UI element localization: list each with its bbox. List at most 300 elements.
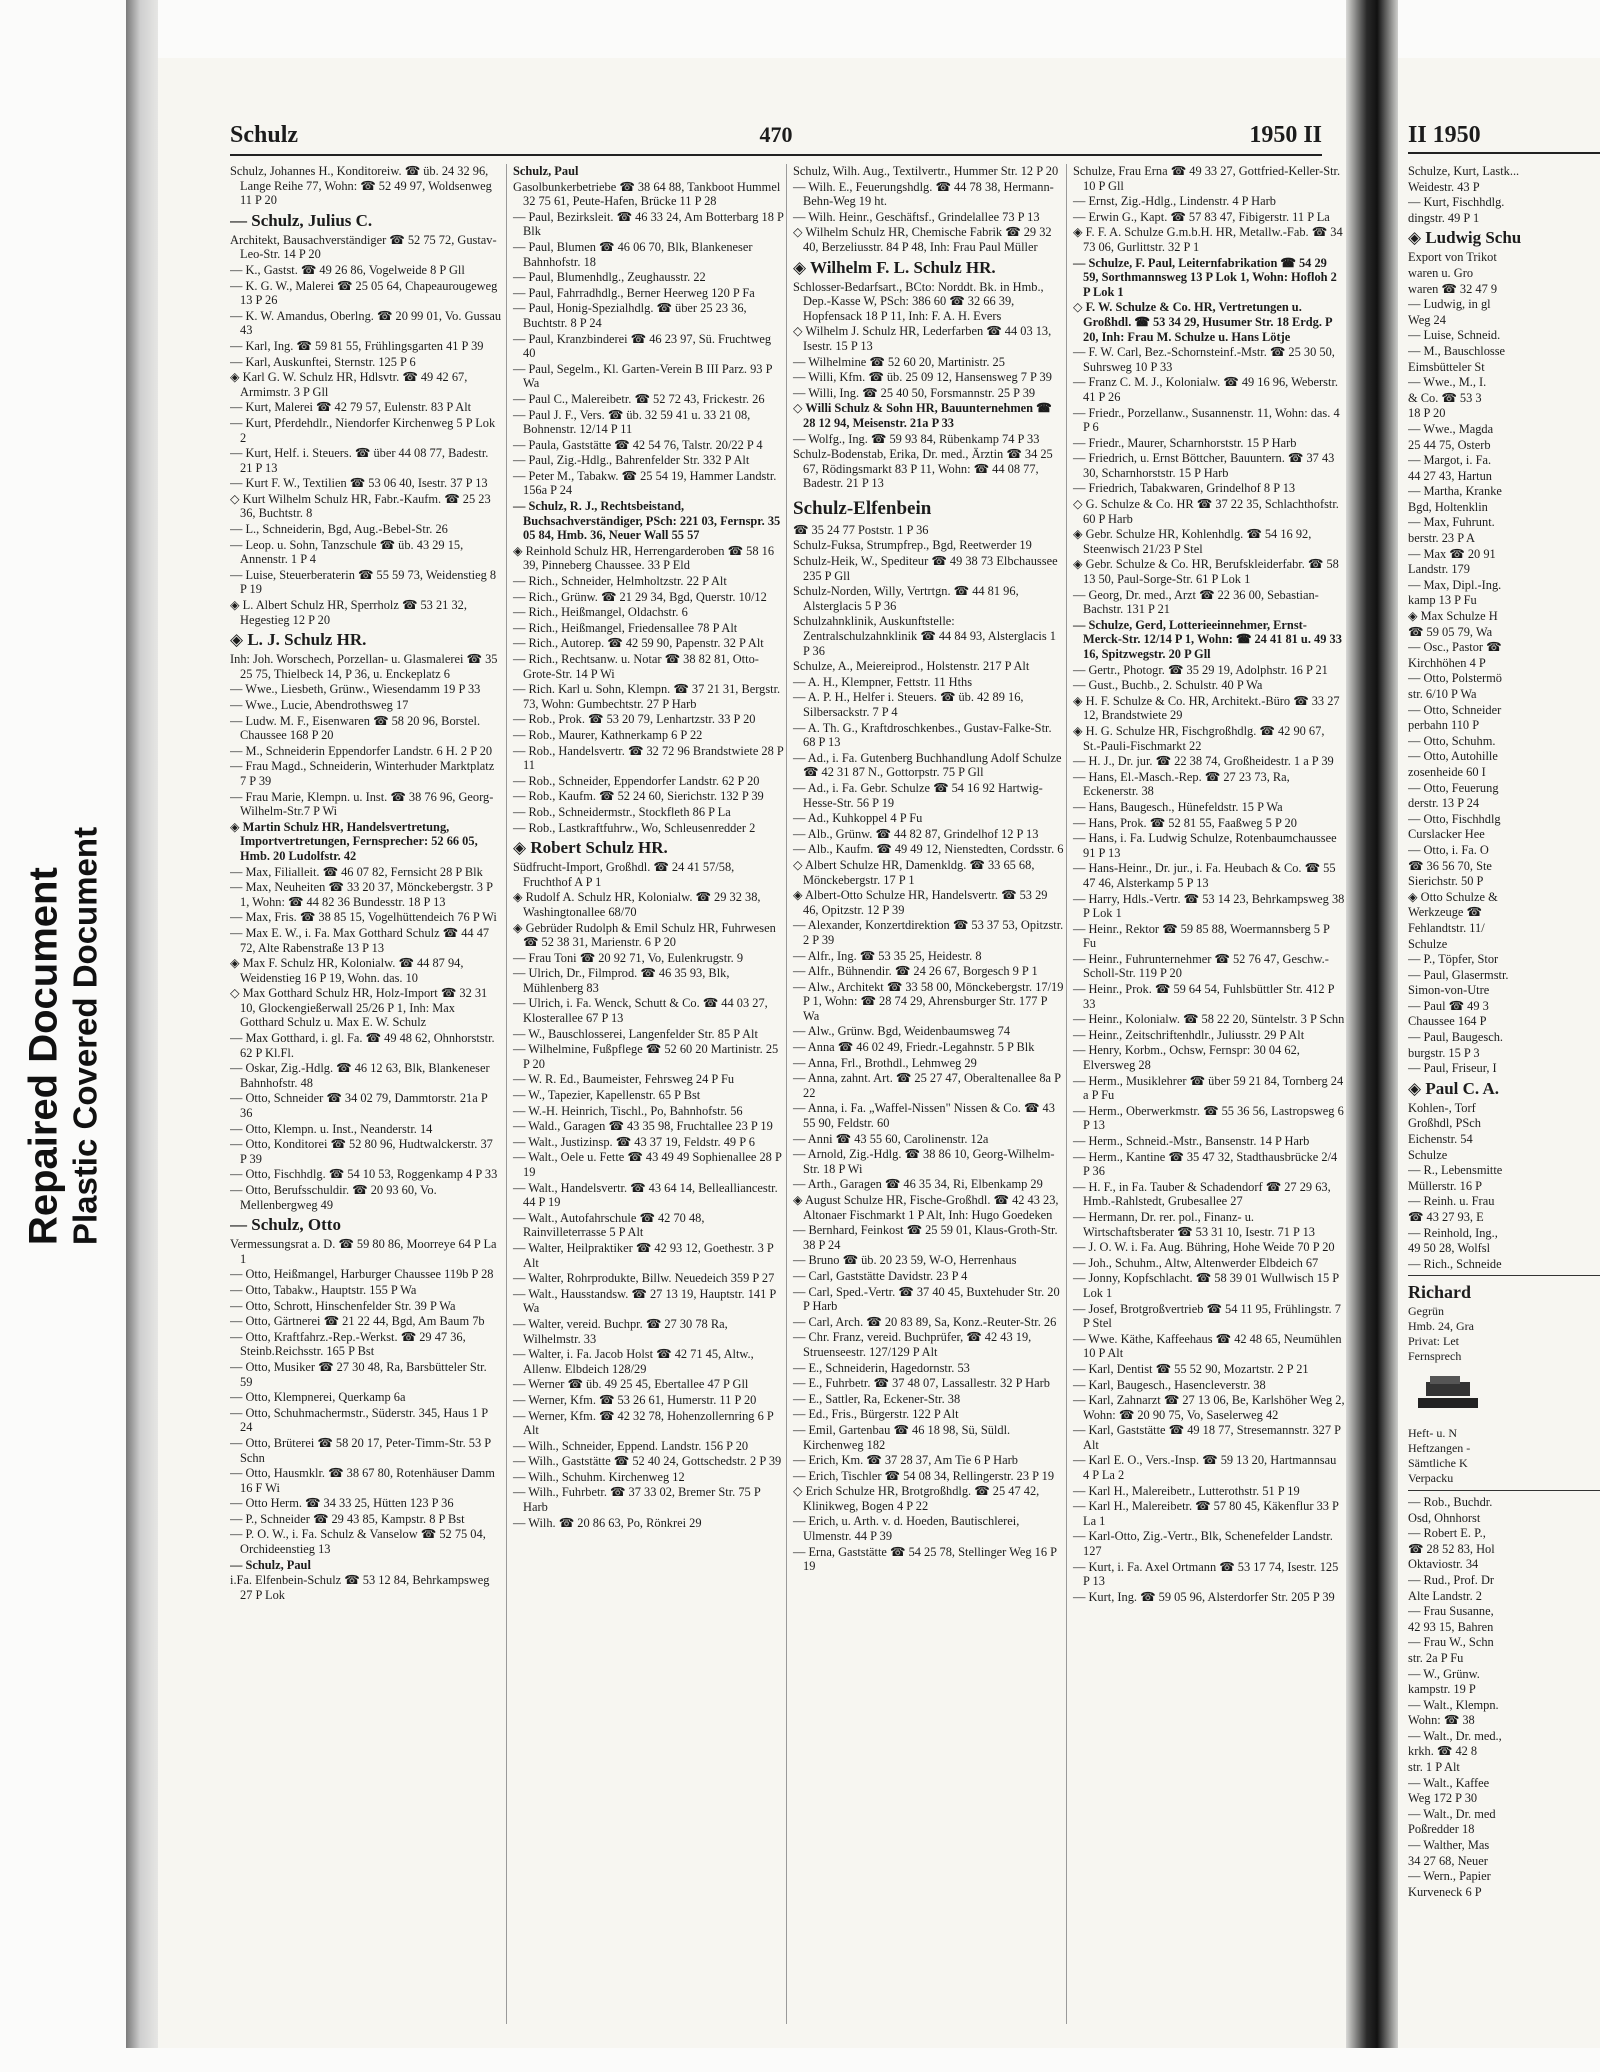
directory-entry: — Rob., Prok. ☎ 53 20 79, Lenhartzstr. 33 P 20 [513,712,756,727]
directory-entry: — Peter M., Tabakw. ☎ 25 54 19, Hammer Landstr. 156a P 24 [513,468,777,498]
directory-entry: dingstr. 49 P 1 [1408,210,1480,225]
directory-entry: — Hans, Baugesch., Hünefeldstr. 15 P Wa [1073,799,1283,814]
directory-entry: — Paul, Segelm., Kl. Garten-Verein B III Parz. 93 P Wa [513,361,772,391]
directory-entry: — Karl, Ing. ☎ 59 81 55, Frühlingsgarten 41 P 39 [230,338,484,353]
directory-entry: — A. Th. G., Kraftdroschkenbes., Gustav-Falke-Str. 68 P 13 [793,720,1052,750]
directory-entry: — Paul, Honig-Spezialhdlg. ☎ über 25 23 36, Buchtstr. 8 P 24 [513,301,747,330]
directory-entry: — Rob., Schneidermstr., Stockfleth 86 P La [513,804,731,819]
directory-entry: — Kurt, Fischhdlg. [1408,195,1505,210]
page-number: 470 [759,122,793,147]
directory-entry: Schulz-Norden, Willy, Vertrtgn. ☎ 44 81 96, Alsterglacis 5 P 36 [793,584,1019,613]
directory-page [158,58,1346,2048]
directory-entry: — Hans, i. Fa. Ludwig Schulze, Rotenbaumchaussee 91 P 13 [1073,831,1337,860]
directory-entry: ◈ Gebr. Schulze & Co. HR, Berufskleiderfabr. ☎ 58 13 50, Paul-Sorge-Str. 61 P Lok 1 [1073,557,1339,587]
directory-entry: — Alexander, Konzertdirektion ☎ 53 37 53, Opitzstr. 2 P 39 [793,918,1064,947]
directory-entry: — Walther, Mas [1408,1838,1490,1853]
directory-entry: — Otto, Schuhmachermstr., Süderstr. 345, Haus 1 P 24 [230,1405,488,1435]
directory-entry: — Ad., i. Fa. Gutenberg Buchhandlung Adolf Schulze ☎ 42 31 87 N., Gottorpstr. 75 P Gll [793,750,1062,780]
directory-entry: — Friedrich, u. Ernst Böttcher, Bauuntern. ☎ 37 43 30, Scharnhorststr. 15 P Harb [1073,451,1335,480]
directory-entry: — Herm., Oberwerkmstr. ☎ 55 36 56, Lastropsweg 6 P 13 [1073,1103,1344,1133]
directory-entry: — Joh., Schuhm., Altw, Altenwerder Elbdeich 67 [1073,1255,1319,1270]
directory-entry: — Walter, vereid. Buchpr. ☎ 27 30 78 Ra, Wilhelmstr. 33 [513,1316,728,1346]
directory-entry: — Willi, Kfm. ☎ üb. 25 09 12, Hansensweg 7 P 39 [793,370,1052,385]
directory-entry: — Otto, Kraftfahrz.-Rep.-Werkst. ☎ 29 47 36, Steinb.Reichsstr. 165 P Bst [230,1329,466,1359]
directory-entry: — Otto, Schneider ☎ 34 02 79, Dammtorstr. 21a P 36 [230,1091,488,1121]
directory-entry: — Walt., Oele u. Fette ☎ 43 49 49 Sophienallee 28 P 19 [513,1150,782,1179]
directory-entry: — Werner ☎ üb. 49 25 45, Ebertallee 47 P Gll [513,1377,749,1392]
directory-entry: — Heinr., Zeitschriftenhdlr., Juliusstr. 29 P Alt [1073,1027,1305,1042]
directory-entry: — Reinhold, Ing., [1408,1225,1498,1240]
directory-entry: — Otto, Tabakw., Hauptstr. 155 P Wa [230,1282,417,1297]
directory-entry: Schlosser-Bedarfsart., BCto: Norddt. Bk. in Hmb., Dep.-Kasse W, PSch: 386 60 ☎ 32 66 39, Hopfensack 18 P 11, Inh: F. A. H. Evers [793,279,1044,323]
directory-entry: — Chr. Franz, vereid. Buchprüfer, ☎ 42 43 19, Struenseestr. 127/129 P Alt [793,1330,1032,1359]
directory-entry: Schulz, Wilh. Aug., Textilvertr., Hummer Str. 12 P 20 [793,164,1059,178]
advertisement-line: Gegrün [1408,1304,1444,1319]
directory-entry: ◈ August Schulze HR, Fische-Großhdl. ☎ 42 43 23, Altonaer Fischmarkt 1 P Alt, Inh: Hugo Goedeken [793,1193,1059,1222]
directory-entry: — Rob., Buchdr. [1408,1494,1493,1509]
directory-entry: — Bernhard, Feinkost ☎ 25 59 01, Klaus-Groth-Str. 38 P 24 [793,1223,1058,1252]
directory-entry: — Ad., Kuhkoppel 4 P Fu [793,811,923,826]
directory-entry: str. 6/10 P Wa [1408,687,1477,701]
directory-entry: — Josef, Brotgroßvertrieb ☎ 54 11 95, Frühlingstr. 7 P Stel [1073,1301,1341,1331]
directory-entry: — Rich., Heißmangel, Friedensallee 78 P Alt [513,620,738,635]
directory-entry: — Wilh. ☎ 20 86 63, Po, Rönkrei 29 [513,1515,702,1530]
directory-entry: — Rich., Schneider, Helmholtzstr. 22 P Alt [513,574,727,589]
directory-entry: — Alfr., Ing. ☎ 53 35 25, Heidestr. 8 [793,948,982,963]
directory-entry: Poßredder 18 [1408,1822,1475,1837]
directory-entry: — Hermann, Dr. rer. pol., Finanz- u. Wirtschaftsberater ☎ 53 31 10, Isestr. 71 P 13 [1073,1209,1315,1239]
directory-entry: ◈ Ludwig Schu [1408,228,1522,248]
directory-entry: — Walt., Hausstandsw. ☎ 27 13 19, Hauptstr. 141 P Wa [513,1286,776,1316]
directory-entry: Inh: Joh. Worschech, Porzellan- u. Glasmalerei ☎ 35 25 75, Thielbeck 14, P 36, u. Enckeplatz 6 [230,652,498,681]
directory-entry: — Heinr., Prok. ☎ 59 64 54, Fuhlsbüttler Str. 412 P 33 [1073,982,1335,1011]
directory-entry: — Rich. Karl u. Sohn, Klempn. ☎ 37 21 31, Bergstr. 73, Wohn: Gumbechtstr. 27 P Harb [513,682,781,711]
directory-entry: Gasolbunkerbetriebe ☎ 38 64 88, Tankboot Hummel 32 75 61, Peute-Hafen, Brücke 11 P 28 [513,179,781,209]
directory-entry: — Schulze, Gerd, Lotterieeinnehmer, Ernst-Merck-Str. 12/14 P 1, Wohn: ☎ 24 41 81 u. 49 33 16, Spitzwegstr. 20 P Gll [1073,617,1342,661]
directory-entry: — Paul ☎ 49 3 [1408,998,1489,1013]
directory-entry: Weg 172 P 30 [1408,1791,1478,1806]
directory-entry: — Max, Dipl.-Ing. [1408,577,1502,592]
directory-entry: ◈ Rudolf A. Schulz HR, Kolonialw. ☎ 29 32 38, Washingtonallee 68/70 [513,890,761,919]
directory-entry: str. 1 P Alt [1408,1760,1460,1775]
directory-entry: — R., Lebensmitte [1408,1163,1503,1178]
directory-entry: — Anna, i. Fa. „Waffel-Nissen" Nissen & Co. ☎ 43 55 90, Feldstr. 60 [793,1101,1055,1131]
directory-entry: — Otto, Klempnerei, Querkamp 6a [230,1390,406,1405]
directory-entry: — Herm., Kantine ☎ 35 47 32, Stadthausbrücke 2/4 P 36 [1073,1149,1338,1179]
directory-entry: Schulz-Bodenstab, Erika, Dr. med., Ärztin ☎ 34 25 67, Rödingsmarkt 83 P 11, Wohn: ☎ 44 08 77, Badestr. 21 P 13 [793,447,1053,491]
advertisement-line: Privat: Let [1408,1334,1459,1349]
directory-entry: — Heinr., Rektor ☎ 59 85 88, Woermannsberg 5 P Fu [1073,921,1330,951]
directory-entry: berstr. 23 P A [1408,531,1476,546]
directory-entry: — P., Schneider ☎ 29 43 85, Kampstr. 8 P Bst [230,1511,465,1526]
directory-entry: — Anna, Frl., Brothdl., Lehmweg 29 [793,1055,977,1070]
directory-entry: — Carl, Arch. ☎ 20 83 89, Sa, Konz.-Reuter-Str. 26 [793,1314,1057,1329]
directory-entry: — Rob., Maurer, Kathnerkamp 6 P 22 [513,727,703,742]
directory-entry: ◈ Paul C. A. [1408,1078,1500,1098]
directory-entry: — W.-H. Heinrich, Tischl., Po, Bahnhofstr. 56 [513,1103,743,1118]
directory-entry: — Walter, Heilpraktiker ☎ 42 93 12, Goethestr. 3 P Alt [513,1240,774,1270]
directory-entry: — Otto, Klempn. u. Inst., Neanderstr. 14 [230,1121,433,1136]
directory-entry: — Paul C., Malereibetr. ☎ 52 72 43, Frickestr. 26 [513,391,765,406]
directory-entry: — Frau Marie, Klempn. u. Inst. ☎ 38 76 96, Georg-Wilhelm-Str.7 P Wi [230,789,494,819]
directory-entry: ◈ Reinhold Schulz HR, Herrengarderoben ☎ 58 16 39, Pinneberg Chaussee. 33 P Eld [513,543,775,573]
directory-entry: Schulz, Paul [513,164,579,178]
directory-entry: — Wilh., Fuhrbetr. ☎ 37 33 02, Bremer Str. 75 P Harb [513,1485,761,1515]
directory-entry: — Rob., Schneider, Eppendorfer Landstr. 62 P 20 [513,773,760,788]
directory-entry: ◇ Kurt Wilhelm Schulz HR, Fabr.-Kaufm. ☎ 25 23 36, Buchtstr. 8 [230,491,491,521]
directory-entry: — Friedr., Porzellanw., Susannenstr. 11, Wohn: das. 4 P 6 [1073,405,1340,435]
directory-entry: waren ☎ 32 47 9 [1408,281,1498,296]
directory-entry: zosenheide 60 I [1408,764,1486,779]
directory-entry: — Rich., Grünw. ☎ 21 29 34, Bgd, Querstr. 10/12 [513,589,767,604]
directory-entry: — Ad., i. Fa. Gebr. Schulze ☎ 54 16 92 Hartwig-Hesse-Str. 56 P 19 [793,780,1043,810]
directory-entry: — Paul, Fahrradhdlg., Berner Heerweg 120 P Fa [513,285,755,300]
book-gutter [1346,0,1398,2072]
adjacent-entries-top [1408,164,1600,1271]
repair-label-line1: Repaired Document [21,867,66,1246]
directory-entry: Vermessungsrat a. D. ☎ 59 80 86, Moorreye 64 P La 1 [230,1237,497,1266]
directory-entry: — Schulz, Paul [230,1557,311,1572]
directory-entry: Schulze, A., Meiereiprod., Holstenstr. 217 P Alt [793,659,1030,674]
directory-entry: — K. W. Amandus, Oberlng. ☎ 20 99 01, Vo. Gussau 43 [230,308,502,338]
directory-entry: Osd, Ohnhorst [1408,1510,1481,1525]
directory-entry: — Erna, Gaststätte ☎ 54 25 78, Stellinger Weg 16 P 19 [793,1544,1057,1574]
adjacent-page-header: II 1950 [1408,118,1600,154]
directory-entry: perbahn 110 P [1408,718,1480,733]
directory-entry: 42 93 15, Bahren [1408,1619,1494,1634]
advertisement-caption-line: Verpacku [1408,1470,1454,1485]
directory-entry: — Kurt, Pferdehdlr., Niendorfer Kirchenweg 5 P Lok 2 [230,415,496,445]
directory-entry: — Rob., Handelsvertr. ☎ 32 72 96 Brandstwiete 28 P 11 [513,743,784,773]
directory-entry: — Otto, Polstermö [1408,671,1502,686]
directory-entry: — Jonny, Kopfschlacht. ☎ 58 39 01 Wullwisch 15 P Lok 1 [1073,1271,1339,1300]
directory-entry: — Otto, Gärtnerei ☎ 21 22 44, Bgd, Am Baum 7b [230,1314,485,1329]
directory-entry: — Friedr., Maurer, Scharnhorststr. 15 P Harb [1073,435,1297,450]
directory-entry: — Erich, Tischler ☎ 54 08 34, Rellingerstr. 23 P 19 [793,1468,1055,1483]
directory-entry: Eichenstr. 54 [1408,1132,1473,1147]
directory-entry: — Rich., Heißmangel, Oldachstr. 6 [513,605,688,620]
directory-entry: Curslacker Hee [1408,827,1485,842]
directory-entry: ◈ Albert-Otto Schulze HR, Handelsvertr. ☎ 53 29 46, Opitzstr. 12 P 39 [793,888,1048,917]
directory-entry: — Otto, Schrott, Hinschenfelder Str. 39 P Wa [230,1298,456,1313]
directory-entry: — Anni ☎ 43 55 60, Carolinenstr. 12a [793,1131,989,1146]
advertisement-title: Richard [1408,1282,1471,1303]
directory-entry: Schulz-Elfenbein [793,497,932,519]
directory-entry: — Werner, Kfm. ☎ 53 26 61, Humerstr. 11 P 20 [513,1392,757,1407]
directory-entry: — Paul, Zig.-Hdlg., Bahrenfelder Str. 332 P Alt [513,453,750,468]
directory-entry: — Paul, Kranzbinderei ☎ 46 23 97, Sü. Fruchtweg 40 [513,331,772,361]
directory-entry: — Rich., Schneide [1408,1256,1502,1271]
directory-entry: — Otto, i. Fa. O [1408,842,1489,857]
directory-entry: — Luise, Steuerberaterin ☎ 55 59 73, Weidenstieg 8 P 19 [230,567,497,597]
directory-entry: str. 2a P Fu [1408,1650,1464,1665]
directory-entry: Alte Landstr. 2 [1408,1588,1482,1603]
directory-entry: ◇ Albert Schulze HR, Damenkldg. ☎ 33 65 68, Mönckebergstr. 17 P 1 [793,857,1035,887]
directory-entry: — H. J., Dr. jur. ☎ 22 38 74, Großheidestr. 1 a P 39 [1073,754,1334,769]
directory-entry: — Ludwig, in gl [1408,297,1491,312]
directory-entry: — Frau Toni ☎ 20 92 71, Vo, Eulenkrugstr. 9 [513,950,744,965]
directory-entry: — Hans-Heinr., Dr. jur., i. Fa. Heubach & Co. ☎ 55 47 46, Alsterkamp 5 P 13 [1073,861,1336,890]
directory-entry: — Walt., Dr. med., [1408,1728,1502,1743]
directory-entry: — Karl H., Malereibetr. ☎ 57 80 45, Käkenflur 33 P La 1 [1073,1499,1339,1528]
directory-entry: — Otto, Autohille [1408,749,1498,764]
directory-entry: — Ludw. M. F., Eisenwaren ☎ 58 20 96, Borstel. Chaussee 168 P 20 [230,713,481,743]
directory-entry: — Max, Fuhrunt. [1408,515,1495,530]
directory-entry: — Henry, Korbm., Ochsw, Fernspr: 30 04 62, Elversweg 28 [1073,1043,1300,1073]
directory-entry: Export von Trikot [1408,250,1497,265]
directory-entry: — Gertr., Photogr. ☎ 35 29 19, Adolphstr. 16 P 21 [1073,662,1328,677]
directory-entry: — Alw., Grünw. Bgd, Weidenbaumsweg 74 [793,1024,1011,1039]
directory-entry: Wohn: ☎ 38 [1408,1713,1475,1728]
directory-entry: — Max ☎ 20 91 [1408,546,1496,561]
directory-entry: — Otto Herm. ☎ 34 33 25, Hütten 123 P 36 [230,1496,454,1511]
directory-entry: — Otto, Heißmangel, Harburger Chaussee 119b P 28 [230,1267,494,1282]
directory-entry: — Ulrich, i. Fa. Wenck, Schutt & Co. ☎ 44 03 27, Klosterallee 67 P 13 [513,996,768,1026]
directory-entry: kampstr. 19 P [1408,1682,1476,1697]
directory-entry: — Reinh. u. Frau [1408,1194,1495,1209]
directory-entry: ◈ Otto Schulze & [1408,889,1498,904]
directory-entry: Schulze [1408,1147,1448,1162]
directory-entry: krkh. ☎ 42 8 [1408,1744,1478,1759]
column-4 [1066,164,1345,2024]
directory-entry: waren u. Gro [1408,265,1474,280]
directory-entry: — Kurt, Malerei ☎ 42 79 57, Eulenstr. 83 P Alt [230,400,472,415]
directory-entry: — Wald., Garagen ☎ 43 35 98, Fruchtallee 23 P 19 [513,1119,773,1134]
directory-entry: Weidestr. 43 P [1408,179,1480,194]
directory-entry: — Karl, Zahnarzt ☎ 27 13 06, Be, Karlshöher Weg 2, Wohn: ☎ 20 90 75, Vo, Saselerweg 42 [1073,1393,1345,1422]
directory-entry: i.Fa. Elfenbein-Schulz ☎ 53 12 84, Behrkampsweg 27 P Lok [230,1573,490,1602]
directory-entry: ◈ H. F. Schulze & Co. HR, Architekt.-Büro ☎ 33 27 12, Brandstwiete 29 [1073,693,1340,723]
directory-entry: — W., Grünw. [1408,1666,1480,1681]
directory-entry: — Friedrich, Tabakwaren, Grindelhof 8 P 13 [1073,481,1296,496]
directory-entry: Schulze, Frau Erna ☎ 49 33 27, Gottfried-Keller-Str. 10 P Gll [1073,164,1341,193]
directory-entry: — Wilh., Gaststätte ☎ 52 40 24, Gottschedstr. 2 P 39 [513,1454,782,1469]
directory-entry: — Wilh., Schuhm. Kirchenweg 12 [513,1469,685,1484]
directory-entry: Kohlen-, Torf [1408,1100,1476,1115]
directory-entry: — Schulz, Otto [230,1215,341,1235]
directory-entry: ◇ Wilhelm Schulz HR, Chemische Fabrik ☎ 29 32 40, Berzeliusstr. 84 P 48, Inh: Frau Paul Müller [793,225,1052,254]
directory-entry: — Karl H., Malereibetr., Lutterothstr. 51 P 19 [1073,1483,1300,1498]
directory-entry: — Rich., Autorep. ☎ 42 59 90, Papenstr. 32 P Alt [513,636,764,651]
directory-entry: — Otto, Feuerung [1408,780,1499,795]
directory-entry: derstr. 13 P 24 [1408,796,1480,811]
directory-entry: ◈ Robert Schulz HR. [513,838,668,858]
directory-entry: — Max, Neuheiten ☎ 33 20 37, Mönckebergstr. 3 P 1, Wohn: ☎ 44 82 36 Bundesstr. 18 P 13 [230,880,493,909]
directory-entry: — Werner, Kfm. ☎ 42 32 78, Hohenzollernring 6 P Alt [513,1408,774,1438]
directory-entry: — Otto, Fischhdlg. ☎ 54 10 53, Roggenkamp 4 P 33 [230,1167,498,1182]
directory-entry: — Rob., Lastkraftfuhrw., Wo, Schleusenredder 2 [513,820,756,835]
book-binding-edge [126,0,158,2072]
directory-entry: ◈ Karl G. W. Schulz HR, Hdlsvtr. ☎ 49 42 67, Armimstr. 3 P Gll [230,370,468,399]
directory-entry: Schulze [1408,936,1448,951]
directory-entry: — Max E. W., i. Fa. Max Gotthard Schulz ☎ 44 47 72, Alte Rabenstraße 13 P 13 [230,925,490,955]
directory-entry: — Rich., Rechtsanw. u. Notar ☎ 38 82 81, Otto-Grote-Str. 14 P Wi [513,652,759,681]
directory-entry: — Wolfg., Ing. ☎ 59 93 84, Rübenkamp 74 P 33 [793,431,1040,446]
directory-entry: — Paul J. F., Vers. ☎ üb. 32 59 41 u. 33 21 08, Bohnenstr. 12/14 P 11 [513,407,751,437]
directory-entry: — F. W. Carl, Bez.-Schornsteinf.-Mstr. ☎ 25 30 50, Suhrsweg 10 P 33 [1073,345,1335,374]
directory-entry: — Karl, Baugesch., Hasencleverstr. 38 [1073,1377,1266,1392]
directory-entry: ☎ 59 05 79, Wa [1408,624,1493,639]
directory-entry: ☎ 28 52 83, Hol [1408,1541,1495,1556]
directory-entry: — E., Schneiderin, Hagedornstr. 53 [793,1360,970,1375]
directory-entry: — Wwe. Käthe, Kaffeehaus ☎ 42 48 65, Neumühlen 10 P Alt [1073,1331,1342,1361]
directory-entry: — Wern., Papier [1408,1869,1491,1884]
directory-entry: — Paul, Friseur, I [1408,1061,1497,1076]
directory-entry: — Walter, Rohrprodukte, Billw. Neuedeich 359 P 27 [513,1271,775,1286]
directory-entry: Bgd, Holtenklin [1408,499,1488,514]
directory-entry: — Alb., Grünw. ☎ 44 82 87, Grindelhof 12 P 13 [793,826,1039,841]
directory-entry: — Erich, Km. ☎ 37 28 37, Am Tie 6 P Harb [793,1453,1018,1468]
directory-entry: ◈ L. Albert Schulz HR, Sperrholz ☎ 53 21 32, Hegestieg 12 P 20 [230,598,467,627]
directory-entry: — Frau W., Schn [1408,1635,1494,1650]
directory-entry: — Hans, Prok. ☎ 52 81 55, Faaßweg 5 P 20 [1073,815,1297,830]
directory-entry: — A. H., Klempner, Fettstr. 11 Hths [793,674,973,689]
directory-entry: — Alw., Architekt ☎ 33 58 00, Mönckebergstr. 17/19 P 1, Wohn: ☎ 28 74 29, Ahrensburger Str. 177 P Wa [793,979,1064,1023]
directory-entry: — Harry, Hdls.-Vertr. ☎ 53 14 23, Behrkampsweg 38 P Lok 1 [1073,891,1345,921]
directory-entry: — Schulz, Julius C. [230,210,373,230]
directory-entry: Großhdl, PSch [1408,1116,1481,1131]
directory-entry: — Hans, El.-Masch.-Rep. ☎ 27 23 73, Ra, Eckenerstr. 38 [1073,769,1290,799]
directory-entry: — Franz C. M. J., Kolonialw. ☎ 49 16 96, Weberstr. 41 P 26 [1073,375,1338,404]
directory-entry: — Karl, Gaststätte ☎ 49 18 77, Stresemannstr. 327 P Alt [1073,1423,1341,1452]
directory-entry: — Rob., Kaufm. ☎ 52 24 60, Sierichstr. 132 P 39 [513,789,764,804]
directory-entry: — Wwe., Lucie, Abendrothsweg 17 [230,698,409,712]
directory-entry: ☎ 35 24 77 Poststr. 1 P 36 [793,522,929,537]
directory-entry: — Otto, Fischhdlg [1408,811,1501,826]
directory-entry: — Max, Fris. ☎ 38 85 15, Vogelhüttendeich 76 P Wi [230,910,497,925]
directory-entry: — Schulze, F. Paul, Leiternfabrikation ☎ 54 29 59, Sorthmannsweg 13 P Lok 1, Wohn: Hofloh 2 P Lok 1 [1073,255,1337,299]
directory-entry: 25 44 75, Osterb [1408,437,1491,452]
directory-entry: Landstr. 179 [1408,562,1470,577]
directory-entry: 34 27 68, Neuer [1408,1853,1488,1868]
directory-entry: — Margot, i. Fa. [1408,453,1492,468]
directory-entry: — Paula, Gaststätte ☎ 42 54 76, Talstr. 20/22 P 4 [513,437,763,452]
directory-entry: — Otto, Hausmklr. ☎ 38 67 80, Rotenhäuser Damm 16 F Wi [230,1466,495,1495]
directory-entry: ◈ Wilhelm F. L. Schulz HR. [793,257,996,277]
directory-entry: — Paul, Glasermstr. [1408,967,1509,982]
directory-entry: — Carl, Sped.-Vertr. ☎ 37 40 45, Buxtehuder Str. 20 P Harb [793,1284,1060,1314]
directory-entry: — P., Töpfer, Stor [1408,952,1499,967]
stapler-illustration [1408,1368,1488,1418]
directory-entry: — Kurt F. W., Textilien ☎ 53 06 40, Isestr. 37 P 13 [230,476,488,491]
directory-entry: — Wilh., Schneider, Eppend. Landstr. 156 P 20 [513,1438,749,1453]
directory-entry: — Frau Magd., Schneiderin, Winterhuder Marktplatz 7 P 39 [230,759,495,788]
directory-entry: ☎ 43 27 93, E [1408,1210,1484,1224]
directory-entry: Schulz, Johannes H., Konditoreiw. ☎ üb. 24 32 96, Lange Reihe 77, Wohn: ☎ 52 49 97, Woldsenweg 11 P 20 [230,164,492,208]
directory-entry: — Wilhelmine ☎ 52 60 20, Martinistr. 25 [793,354,1005,369]
directory-entry: — Otto, Konditorei ☎ 52 80 96, Hudtwalckerstr. 37 P 39 [230,1137,493,1166]
directory-entry: Kurveneck 6 P [1408,1884,1482,1899]
directory-entry: Werkzeuge ☎ [1408,905,1482,920]
directory-entry: 49 50 28, Wolfsl [1408,1241,1491,1256]
directory-entry: Schulzahnklinik, Auskunftstelle: Zentralschulzahnklinik ☎ 44 84 93, Alsterglacis 1 P 36 [793,614,1056,658]
directory-entry: — A. P. H., Helfer i. Steuers. ☎ üb. 42 89 16, Silbersackstr. 7 P 4 [793,690,1024,719]
directory-entry: — Otto, Schuhm. [1408,733,1496,748]
advertisement-caption [1408,1426,1600,1486]
directory-entry: — Wwe., Liesbeth, Grünw., Wiesendamm 19 P 33 [230,682,481,697]
directory-entry: — Alb., Kaufm. ☎ 49 49 12, Nienstedten, Cordsstr. 6 [793,842,1064,857]
directory-entry: — Anna, zahnt. Art. ☎ 25 27 47, Oberaltenallee 8a P 22 [793,1071,1061,1100]
directory-entry: — Georg, Dr. med., Arzt ☎ 22 36 00, Sebastian-Bachstr. 131 P 21 [1073,587,1319,617]
directory-entry: — Paul, Bezirksleit. ☎ 46 33 24, Am Botterbarg 18 P Blk [513,209,784,239]
directory-entry: — Karl E. O., Vers.-Insp. ☎ 59 13 20, Hartmannsau 4 P La 2 [1073,1453,1337,1483]
directory-entry: — Leop. u. Sohn, Tanzschule ☎ üb. 43 29 15, Annenstr. 1 P 4 [230,537,464,567]
directory-entry: — P. O. W., i. Fa. Schulz & Vanselow ☎ 52 75 04, Orchideenstieg 13 [230,1527,486,1557]
directory-entry: — Arth., Garagen ☎ 46 35 34, Ri, Elbenkamp 29 [793,1177,1043,1192]
directory-entry: — Paul, Blumenhdlg., Zeughausstr. 22 [513,270,706,285]
directory-entry: — Otto, Berufsschuldir. ☎ 20 93 60, Vo. Mellenbergweg 49 [230,1183,437,1212]
directory-entry: — Erwin G., Kapt. ☎ 57 83 47, Fibigerstr. 11 P La [1073,209,1330,224]
column-3 [786,164,1065,2024]
directory-entry: ◈ Max Schulze H [1408,609,1498,624]
advertisement-caption-line: Sämtliche K [1408,1455,1468,1470]
directory-entry: — K., Gastst. ☎ 49 26 86, Vogelweide 8 P Gll [230,262,465,277]
directory-entry: — Kurt, i. Fa. Axel Ortmann ☎ 53 17 74, Isestr. 125 P 13 [1073,1559,1339,1589]
directory-entry: — Heinr., Fuhrunternehmer ☎ 52 76 47, Geschw.-Scholl-Str. 119 P 20 [1073,951,1329,981]
directory-entry: — Anna ☎ 46 02 49, Friedr.-Legahnstr. 5 P Blk [793,1040,1035,1055]
directory-columns [230,164,1345,2024]
directory-entry: Eimsbütteler St [1408,359,1485,374]
directory-entry: — Luise, Schneid. [1408,328,1501,343]
directory-entry: — K. G. W., Malerei ☎ 25 05 64, Chapeaurougeweg 13 P 26 [230,278,498,308]
directory-entry: — Bruno ☎ üb. 20 23 59, W-O, Herrenhaus [793,1253,1017,1268]
directory-entry: ☎ 36 56 70, Ste [1408,858,1492,873]
directory-entry: & Co. ☎ 53 3 [1408,390,1482,405]
directory-entry: — Kurt, Helf. i. Steuers. ☎ über 44 08 77, Badestr. 21 P 13 [230,446,489,475]
directory-entry: — Walt., Klempn. [1408,1697,1499,1712]
directory-entry: — Robert E. P., [1408,1526,1486,1541]
directory-entry: ◈ Max F. Schulz HR, Kolonialw. ☎ 44 87 94, Weidenstieg 16 P 19, Wohn. das. 10 [230,956,464,985]
advertisement-caption-line: Heft- u. N [1408,1425,1457,1440]
scan-bottom-margin [126,2048,1600,2072]
directory-entry: Schulz-Heik, W., Spediteur ☎ 49 38 73 Elbchaussee 235 P Gll [793,554,1058,583]
directory-entry: — Martha, Kranke [1408,484,1502,499]
directory-entry: — E., Sattler, Ra, Eckener-Str. 38 [793,1391,961,1406]
directory-entry: — Willi, Ing. ☎ 25 40 50, Forsmannstr. 25 P 39 [793,385,1036,400]
directory-entry: Sierichstr. 50 P [1408,874,1484,889]
repair-label [23,827,104,1245]
directory-entry: — Paul, Baugesch. [1408,1030,1503,1045]
column-2 [506,164,785,2024]
directory-entry: — M., Schneiderin Eppendorfer Landstr. 6 H. 2 P 20 [230,743,493,758]
directory-entry: — Herm., Musiklehrer ☎ über 59 21 84, Tornberg 24 a P Fu [1073,1073,1344,1103]
directory-entry: ◈ Gebrüder Rudolph & Emil Schulz HR, Fuhrwesen ☎ 52 38 31, Marienstr. 6 P 20 [513,920,776,950]
directory-entry: Südfrucht-Import, Großhdl. ☎ 24 41 57/58, Fruchthof A P 1 [513,860,735,889]
directory-entry: — Wilhelmine, Fußpflege ☎ 52 60 20 Martinistr. 25 P 20 [513,1042,779,1071]
directory-entry: 44 27 43, Hartun [1408,468,1492,483]
directory-entry: — W., Bauschlosserei, Langenfelder Str. 85 P Alt [513,1026,758,1041]
directory-entry: — J. O. W. i. Fa. Aug. Bühring, Hohe Weide 70 P 20 [1073,1240,1335,1255]
directory-entry: ◇ G. Schulze & Co. HR ☎ 37 22 35, Schlachthofstr. 60 P Harb [1073,497,1339,526]
directory-entry: ◇ Max Gotthard Schulz HR, Holz-Import ☎ 32 31 10, Glockengießerwall 25/26 P 1, Inh: Max Gotthard Schulz u. Max E. W. Schulz [230,986,488,1030]
directory-entry: 18 P 20 [1408,406,1446,421]
directory-entry: — Emil, Gartenbau ☎ 46 18 98, Sü, Süldl. Kirchenweg 182 [793,1422,1011,1452]
directory-entry: — Paul, Blumen ☎ 46 06 70, Blk, Blankeneser Bahnhofstr. 18 [513,239,753,269]
directory-entry: ◈ Gebr. Schulze HR, Kohlenhdlg. ☎ 54 16 92, Steenwisch 21/23 P Stel [1073,527,1312,556]
header-keyword: Schulz [230,122,299,148]
directory-entry: — Walter, i. Fa. Jacob Holst ☎ 42 71 45, Altw., Allenw. Elbdeich 128/29 [513,1347,754,1376]
directory-entry: — Gust., Buchb., 2. Schulstr. 40 P Wa [1073,678,1263,693]
directory-entry: — Rud., Prof. Dr [1408,1572,1495,1587]
advertisement-line: Fernsprech [1408,1349,1462,1364]
directory-entry: — Wilh. E., Feuerungshdlg. ☎ 44 78 38, Hermann-Behn-Weg 19 ht. [793,179,1054,209]
directory-entry: Schulz-Fuksa, Strumpfrep., Bgd, Reetwerder 19 [793,538,1032,553]
directory-entry: — Otto, Musiker ☎ 27 30 48, Ra, Barsbütteler Str. 59 [230,1359,487,1389]
directory-entry: — Otto, Brüterei ☎ 58 20 17, Peter-Timm-Str. 53 P Schn [230,1435,491,1465]
directory-entry: ◈ H. G. Schulze HR, Fischgroßhdlg. ☎ 42 90 67, St.-Pauli-Fischmarkt 22 [1073,723,1325,753]
directory-entry: Chaussee 164 P [1408,1014,1487,1029]
directory-entry: burgstr. 15 P 3 [1408,1045,1480,1060]
